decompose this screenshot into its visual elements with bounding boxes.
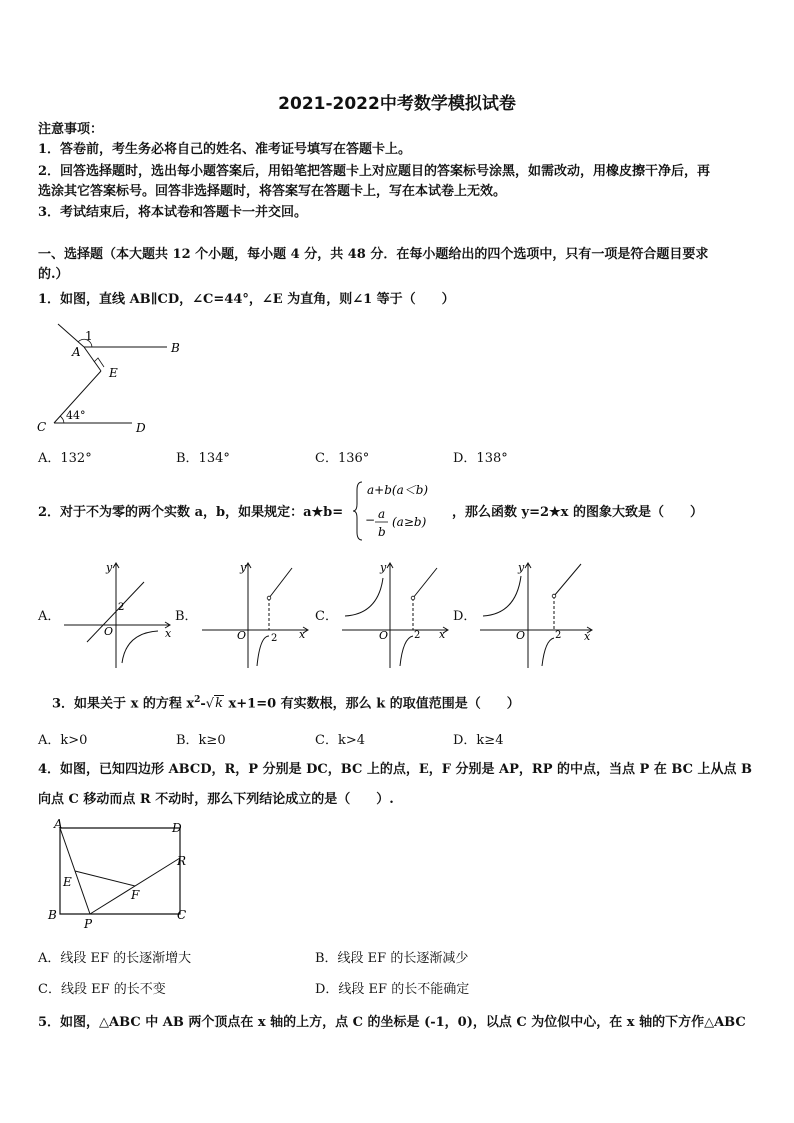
q2d-y-label: y — [518, 561, 525, 574]
q2b-line — [269, 568, 292, 598]
q1-option-a: A．132° — [38, 451, 92, 466]
q4-label-A: A — [54, 818, 63, 831]
notice-item-1: 1．答卷前，考生务必将自己的姓名、准考证号填写在答题卡上。 — [38, 142, 412, 157]
q2-stem-a: 2．对于不为零的两个实数 a，b，如果规定：a★b= — [38, 505, 344, 520]
q2-case2-den: b — [378, 525, 386, 539]
q3-sqrt: √k — [205, 696, 223, 712]
q4-stem-2: 向点 C 移动而点 R 不动时，那么下列结论成立的是（ ）. — [38, 792, 394, 807]
q2-option-a-label: A． — [38, 609, 61, 624]
q2a-origin: O — [104, 625, 114, 638]
q2-case2-num: a — [378, 507, 386, 521]
q2b-curve — [257, 636, 269, 666]
q3-option-a: A．k>0 — [38, 733, 88, 748]
q2b-x-label: x — [299, 628, 306, 641]
q2b-origin: O — [237, 629, 247, 642]
q4-label-F: F — [131, 888, 140, 902]
notice-item-2-cont: 选涂其它答案标号。回答非选择题时，将答案写在答题卡上，写在本试卷上无效。 — [38, 184, 507, 199]
notice-item-2: 2．回答选择题时，选出每小题答案后，用铅笔把答题卡上对应题目的答案标号涂黑，如需改动，用橡皮擦干净后，再 — [38, 164, 711, 179]
q1-line-1A — [58, 324, 84, 347]
q2b-tick-2: 2 — [271, 633, 278, 644]
q1-label-A: A — [72, 345, 81, 359]
q1-label-D: D — [136, 421, 146, 435]
q2c-line — [413, 568, 437, 598]
q2-piecewise — [352, 478, 452, 544]
q2-graph-a — [62, 558, 174, 670]
q3-option-d: D．k≥4 — [453, 733, 504, 748]
q1-label-1: 1 — [85, 329, 93, 343]
q2-stem-b: ，那么函数 y=2★x 的图象大致是（ ） — [452, 505, 703, 520]
q2d-x-label: x — [584, 630, 591, 643]
q1-label-E: E — [109, 366, 118, 380]
q2-brace — [353, 482, 362, 540]
q4-label-D: D — [172, 821, 182, 835]
q2d-line — [554, 564, 581, 596]
q2d-tick-2: 2 — [555, 630, 562, 641]
q4-figure — [44, 818, 194, 936]
q3-stem — [52, 690, 520, 714]
q2-graph-b — [200, 558, 312, 670]
q1-label-C: C — [37, 420, 47, 434]
q2-case2-minus: − — [365, 513, 376, 527]
q2c-curve-left — [345, 578, 383, 616]
q2-graph-d — [478, 558, 596, 670]
q3-sqrt-k: k — [215, 696, 223, 712]
page-title: 2021-2022中考数学模拟试卷 — [278, 94, 516, 114]
q2d-origin: O — [516, 629, 526, 642]
q3-sup: 2 — [194, 695, 201, 705]
q5-stem: 5．如图，△ABC 中 AB 两个顶点在 x 轴的上方，点 C 的坐标是 (-1，0)，以点 C 为位似中心，在 x 轴的下方作△ABC — [38, 1015, 746, 1030]
q2d-curve-left — [483, 576, 521, 616]
q2c-x-label: x — [439, 628, 446, 641]
section-heading-cont: 的.） — [38, 267, 69, 282]
q4-line-EF — [75, 871, 135, 886]
q4-option-d: D．线段 EF 的长不能确定 — [315, 982, 470, 997]
q1-option-b: B．134° — [176, 451, 230, 466]
q1-stem: 1．如图，直线 AB∥CD，∠C=44°，∠E 为直角，则∠1 等于（ ） — [38, 292, 455, 307]
q1-label-B: B — [171, 341, 180, 355]
notice-item-3: 3．考试结束后，将本试卷和答题卡一并交回。 — [38, 205, 308, 220]
q2-option-c-label: C． — [315, 609, 338, 624]
q2b-y-label: y — [240, 561, 247, 574]
q4-option-a: A．线段 EF 的长逐渐增大 — [38, 951, 192, 966]
q3-stem-b: - — [200, 696, 206, 712]
notice-heading: 注意事项： — [38, 122, 104, 137]
section-heading: 一、选择题（本大题共 12 个小题，每小题 4 分，共 48 分．在每小题给出的四个选项中，只有一项是符合题目要求 — [38, 247, 709, 262]
q2c-curve-right — [400, 636, 413, 666]
q2a-tick-2: 2 — [118, 602, 125, 613]
q2c-y-label: y — [380, 561, 387, 574]
q3-option-c: C．k>4 — [315, 733, 365, 748]
q2-case2-cond: (a≥b) — [392, 515, 427, 529]
q1-option-d: D．138° — [453, 451, 508, 466]
q4-option-c: C．线段 EF 的长不变 — [38, 982, 166, 997]
q2a-x-label: x — [165, 627, 172, 640]
q2d-curve-right — [542, 638, 554, 666]
q2a-y-label: y — [106, 561, 113, 574]
q2c-tick-2: 2 — [414, 630, 421, 641]
q4-label-R: R — [177, 854, 187, 868]
q2c-origin: O — [379, 629, 389, 642]
q4-label-E: E — [63, 875, 72, 889]
q1-figure — [32, 318, 182, 440]
q4-stem-1: 4．如图，已知四边形 ABCD，R，P 分别是 DC，BC 上的点，E，F 分别是 AP，RP 的中点，当点 P 在 BC 上从点 B — [38, 762, 752, 777]
q2-option-d-label: D． — [453, 609, 477, 624]
q2-option-b-label: B． — [175, 609, 198, 624]
q3-stem-c: x+1=0 有实数根，那么 k 的取值范围是（ ） — [223, 696, 520, 712]
q4-label-B: B — [48, 908, 57, 922]
q1-label-angle: 44° — [66, 409, 86, 422]
q2-case1: a+b(a＜b) — [367, 483, 429, 497]
q2a-curve — [122, 631, 158, 663]
q2-graph-c — [340, 558, 452, 670]
q4-label-P: P — [84, 917, 93, 931]
q1-angle-c-arc — [60, 416, 64, 423]
q3-option-b: B．k≥0 — [176, 733, 226, 748]
q3-stem-a: 3．如果关于 x 的方程 x — [52, 696, 195, 712]
q4-label-C: C — [177, 908, 187, 922]
q4-rect — [60, 828, 180, 914]
q4-option-b: B．线段 EF 的长逐渐减少 — [315, 951, 469, 966]
q1-option-c: C．136° — [315, 451, 370, 466]
